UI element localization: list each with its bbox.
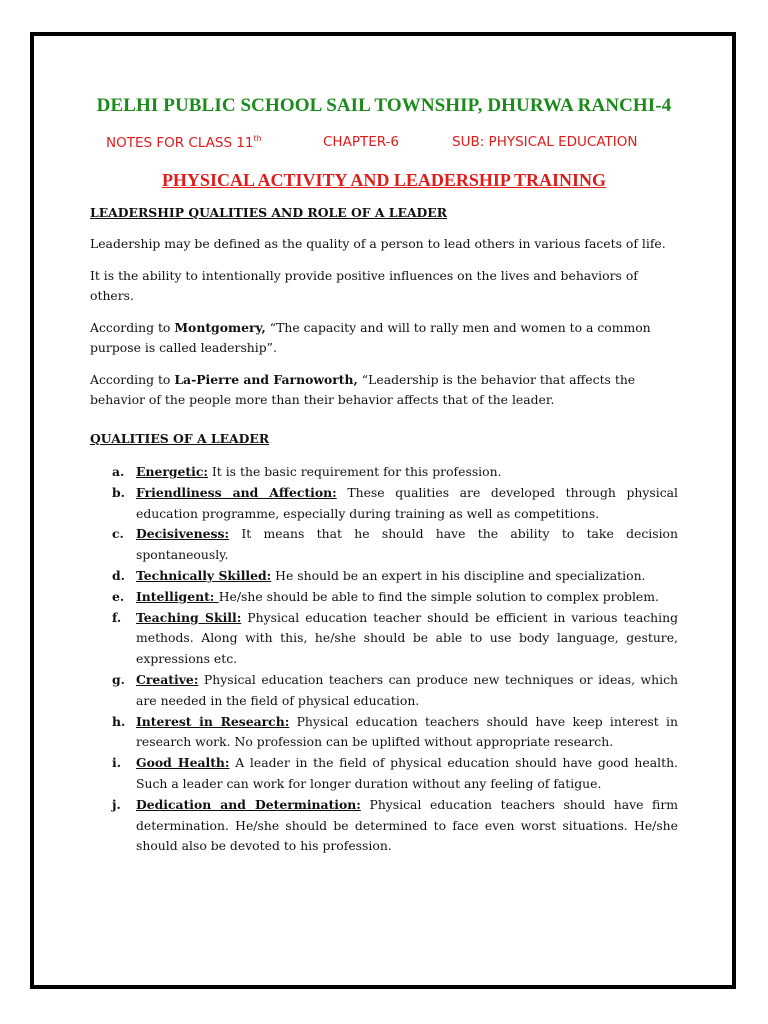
quality-term: Creative: xyxy=(136,671,199,687)
quote-author: Montgomery, xyxy=(174,320,266,335)
class-label-text: NOTES FOR CLASS 11 xyxy=(106,135,254,151)
list-marker: g. xyxy=(112,671,125,687)
list-marker: d. xyxy=(112,567,125,583)
chapter-label: CHAPTER-6 xyxy=(323,134,400,150)
class-label xyxy=(106,134,262,151)
list-item xyxy=(90,566,678,587)
list-marker: j. xyxy=(112,796,121,812)
school-name: DELHI PUBLIC SCHOOL SAIL TOWNSHIP, DHURWA RANCHI-4 xyxy=(96,95,672,116)
quality-description: He/she should be able to find the simple solution to complex problem. xyxy=(218,588,659,604)
meta-row xyxy=(90,134,678,158)
list-item xyxy=(90,462,678,483)
quote-prefix: According to xyxy=(90,372,175,387)
list-item xyxy=(90,795,678,857)
quality-description: A leader in the field of physical education should have good health. Such a leader can work for longer duration without any feeling of fatigue. xyxy=(136,755,678,791)
list-marker: e. xyxy=(112,588,125,604)
quality-description: Physical education teachers can produce new techniques or ideas, which are needed in the field of physical education. xyxy=(136,671,678,708)
list-item xyxy=(90,753,678,795)
document-title: PHYSICAL ACTIVITY AND LEADERSHIP TRAINING xyxy=(161,170,607,190)
quality-description: It is the basic requirement for this profession. xyxy=(207,464,502,479)
list-item xyxy=(90,608,678,670)
quote-text: “The capacity and will to rally men and women to a common purpose is called leadership”. xyxy=(90,320,651,355)
list-marker: h. xyxy=(112,713,126,729)
list-marker: i. xyxy=(112,755,122,771)
quality-description: He should be an expert in his discipline and specialization. xyxy=(271,567,646,583)
definition-paragraph: Leadership may be defined as the quality of a person to lead others in various facets of life. xyxy=(90,236,666,251)
ability-paragraph: It is the ability to intentionally provide positive influences on the lives and behaviors of others. xyxy=(90,268,638,303)
list-item xyxy=(90,712,678,754)
quality-term: Teaching Skill: xyxy=(136,609,242,625)
list-marker: a. xyxy=(112,464,125,479)
quality-term: Energetic: xyxy=(136,464,208,479)
list-item xyxy=(90,483,678,525)
quality-description: It means that he should have the ability to take decision spontaneously. xyxy=(136,526,678,563)
section-heading-leadership: LEADERSHIP QUALITIES AND ROLE OF A LEADER xyxy=(90,205,448,220)
list-marker: b. xyxy=(112,484,125,500)
quality-term: Intelligent: xyxy=(136,588,219,604)
quality-description: Physical education teachers should have firm determination. He/she should be determined to face even worst situations. He/she should also be devoted to his profession. xyxy=(136,796,678,854)
lapierre-quote-paragraph xyxy=(90,370,678,410)
class-label-suffix: th xyxy=(253,134,262,143)
quote-prefix: According to xyxy=(90,320,175,335)
list-item xyxy=(90,587,678,608)
quality-term: Decisiveness: xyxy=(136,526,230,542)
quote-text: “Leadership is the behavior that affects the behavior of the people more than their behavior affects that of the leader. xyxy=(90,372,636,407)
subject-label: SUB: PHYSICAL EDUCATION xyxy=(452,134,638,150)
montgomery-quote-paragraph xyxy=(90,318,678,358)
quality-description: Physical education teachers should have keep interest in research work. No profession can be uplifted without appropriate research. xyxy=(136,713,678,750)
qualities-list xyxy=(90,462,678,857)
list-item xyxy=(90,524,678,566)
list-marker: f. xyxy=(112,609,122,625)
quality-description: These qualities are developed through physical education programme, especially during training as well as competitions. xyxy=(136,484,679,521)
section-heading-qualities: QUALITIES OF A LEADER xyxy=(90,431,270,446)
quality-description: Physical education teacher should be efficient in various teaching methods. Along with this, he/she should be able to use body language, gesture, expressions etc. xyxy=(136,609,678,667)
quality-term: Friendliness and Affection: xyxy=(136,484,337,500)
list-item xyxy=(90,670,678,712)
quality-term: Technically Skilled: xyxy=(136,567,272,583)
list-marker: c. xyxy=(112,526,124,542)
quality-term: Good Health: xyxy=(136,755,230,771)
quality-term: Interest in Research: xyxy=(136,713,290,729)
quote-author: La-Pierre and Farnoworth, xyxy=(174,372,358,387)
quality-term: Dedication and Determination: xyxy=(136,796,361,812)
document-content xyxy=(90,92,678,857)
